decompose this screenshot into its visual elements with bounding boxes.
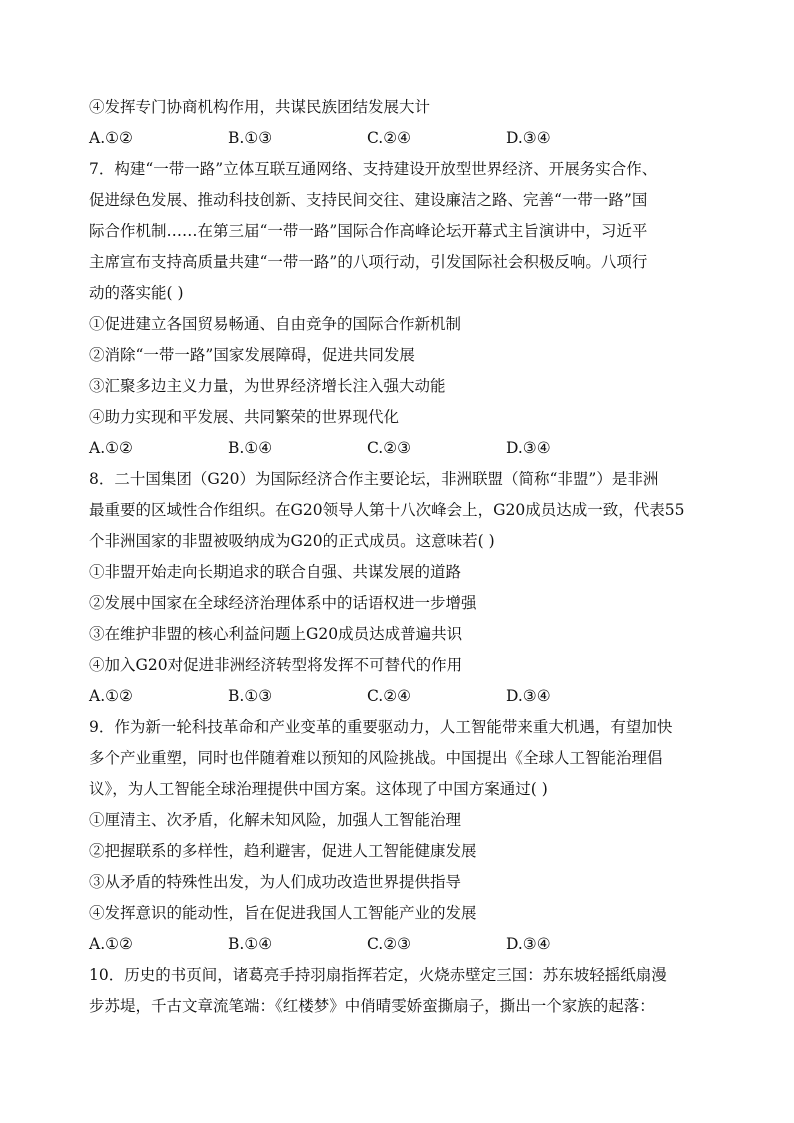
q9-stem-line: 多个产业重塑，同时也伴随着难以预知的风险挑战。中国提出《全球人工智能治理倡 [89,749,663,767]
q6-statement-4: ④发挥专门协商机构作用，共谋民族团结发展大计 [89,98,431,116]
q7-option-a: A.①② [89,439,133,457]
q9-statement-3: ③从矛盾的特殊性出发，为人们成功改造世界提供指导 [89,873,462,891]
q8-option-a: A.①② [89,687,133,705]
q7-statement-3: ③汇聚多边主义力量，为世界经济增长注入强大动能 [89,377,446,395]
q7-stem-line: 动的落实能( ) [89,284,184,302]
q9-stem-line: 9．作为新一轮科技革命和产业变革的重要驱动力，人工智能带来重大机遇，有望加快 [89,718,673,736]
q9-statement-4: ④发挥意识的能动性，旨在促进我国人工智能产业的发展 [89,904,477,922]
q6-options [89,123,709,154]
q9-option-d: D.③④ [506,935,551,953]
q9-option-b: B.①④ [228,935,273,953]
question-10 [89,960,709,1022]
q9-options [89,929,709,960]
exam-page [89,92,709,1022]
q7-stem-line: 主席宣布支持高质量共建“一带一路”的八项行动，引发国际社会积极反响。八项行 [89,253,648,271]
q10-stem-line: 10．历史的书页间，诸葛亮手持羽扇指挥若定，火烧赤壁定三国：苏东坡轻摇纸扇漫 [89,966,667,984]
q6-option-c: C.②④ [367,129,412,147]
q6-option-d: D.③④ [506,129,551,147]
q8-option-d: D.③④ [506,687,551,705]
q8-options [89,681,709,712]
q9-statement-2: ②把握联系的多样性，趋利避害，促进人工智能健康发展 [89,842,477,860]
q7-stem-line: 促进绿色发展、推动科技创新、支持民间交往、建设廉洁之路、完善“一带一路”国 [89,191,648,209]
q8-statement-4: ④加入G20对促进非洲经济转型将发挥不可替代的作用 [89,656,463,674]
q7-options [89,433,709,464]
question-9 [89,712,709,960]
q10-stem-line: 步苏堤，千古文章流笔端：《红楼梦》中俏晴雯娇蛮撕扇子，撕出一个家族的起落： [89,997,655,1015]
q8-statement-2: ②发展中国家在全球经济治理体系中的话语权进一步增强 [89,594,477,612]
q9-option-c: C.②③ [367,935,412,953]
q8-stem-line: 8．二十国集团（G20）为国际经济合作主要论坛，非洲联盟（简称“非盟”）是非洲 [89,470,659,488]
q7-statement-2: ②消除“一带一路”国家发展障碍，促进共同发展 [89,346,415,364]
q8-option-b: B.①③ [228,687,273,705]
q7-statement-4: ④助力实现和平发展、共同繁荣的世界现代化 [89,408,400,426]
q9-statement-1: ①厘清主、次矛盾，化解未知风险，加强人工智能治理 [89,811,462,829]
q7-option-b: B.①④ [228,439,273,457]
q7-stem-line: 际合作机制……在第三届“一带一路”国际合作高峰论坛开幕式主旨演讲中，习近平 [89,222,648,240]
q8-statement-1: ①非盟开始走向长期追求的联合自强、共谋发展的道路 [89,563,462,581]
q9-option-a: A.①② [89,935,133,953]
q8-statement-3: ③在维护非盟的核心利益问题上G20成员达成普遍共识 [89,625,463,643]
q8-stem-line: 个非洲国家的非盟被吸纳成为G20的正式成员。这意味若( ) [89,532,495,550]
q8-option-c: C.②④ [367,687,412,705]
question-7 [89,154,709,464]
q6-option-a: A.①② [89,129,133,147]
question-8 [89,464,709,712]
q9-stem-line: 议》，为人工智能全球治理提供中国方案。这体现了中国方案通过( ) [89,780,548,798]
q8-stem-line: 最重要的区域性合作组织。在G20领导人第十八次峰会上，G20成员达成一致，代表55 [89,501,685,519]
q7-stem-line: 7．构建“一带一路”立体互联互通网络、支持建设开放型世界经济、开展务实合作、 [89,160,658,178]
q6-option-b: B.①③ [228,129,273,147]
q7-statement-1: ①促进建立各国贸易畅通、自由竞争的国际合作新机制 [89,315,462,333]
q7-option-c: C.②③ [367,439,412,457]
q7-option-d: D.③④ [506,439,551,457]
